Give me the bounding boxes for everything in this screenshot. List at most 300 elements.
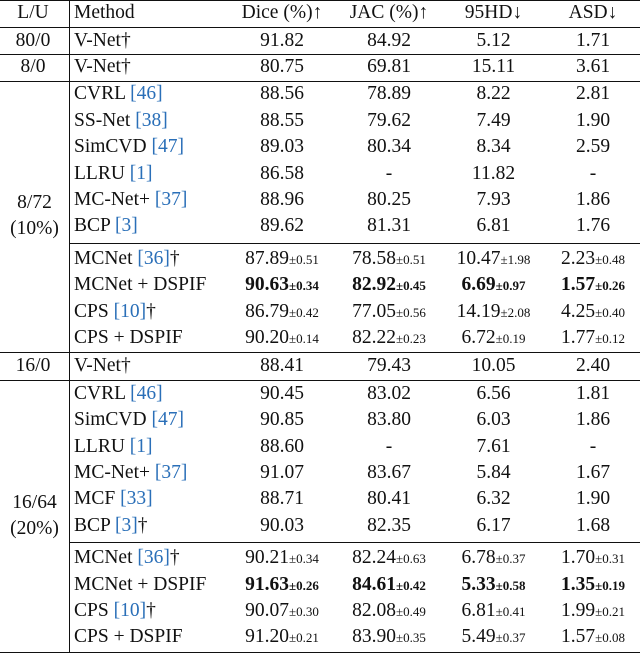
jac-cell [337, 28, 441, 54]
method-name: MC-Net+ [74, 188, 155, 210]
jac-value: 82.92 [352, 274, 396, 296]
jac-cell [337, 134, 441, 160]
dice-cell [228, 187, 336, 213]
asd-std: ±0.21 [595, 603, 625, 619]
jac-cell [337, 460, 441, 486]
citation-ref: [47] [151, 409, 184, 431]
rule [0, 352, 640, 353]
dice-std: ±0.42 [288, 304, 319, 320]
jac-value: 83.67 [367, 461, 411, 483]
dice-cell [228, 108, 336, 134]
hd-cell [442, 434, 545, 460]
table-row [0, 572, 640, 598]
reimplemented-mark: † [120, 55, 131, 77]
dice-value: 90.07 [245, 599, 289, 621]
dice-value: 91.07 [260, 461, 304, 483]
dice-value: 88.41 [260, 355, 304, 377]
asd-std: ±0.48 [595, 251, 625, 267]
hd-value: 5.84 [476, 461, 511, 483]
dice-value: 90.21 [245, 547, 289, 569]
table-row [0, 325, 640, 351]
asd-cell [546, 81, 640, 107]
reimplemented-mark: † [169, 247, 180, 269]
method-cell [74, 407, 184, 433]
table-row [0, 407, 640, 433]
citation-ref: [10] [113, 300, 147, 322]
method-name: V-Net [74, 29, 121, 51]
hd-cell [442, 572, 545, 598]
method-cell [74, 81, 163, 107]
dice-cell [228, 353, 336, 379]
method-name: SimCVD [74, 409, 152, 431]
hd-cell [442, 353, 545, 379]
lu-cell: 16/0 [15, 355, 51, 377]
jac-std: ±0.63 [395, 551, 426, 567]
asd-value: 1.57 [560, 626, 596, 648]
method-cell [74, 353, 131, 379]
asd-cell [546, 246, 640, 272]
jac-cell [337, 246, 441, 272]
jac-cell [337, 272, 441, 298]
asd-value: 1.86 [575, 409, 611, 431]
citation-ref: [1] [129, 435, 153, 457]
dice-value: 91.63 [245, 573, 289, 595]
dice-cell [228, 572, 336, 598]
hd-cell [442, 460, 545, 486]
asd-value: 1.71 [575, 29, 611, 51]
method-cell [74, 545, 180, 571]
method-name: CPS + DSPIF [74, 626, 183, 648]
method-name: SimCVD [74, 136, 152, 158]
table-row [0, 54, 640, 80]
group-split: 8/72 [17, 192, 52, 214]
dice-value: 91.20 [245, 626, 289, 648]
dice-value: 90.45 [260, 382, 304, 404]
jac-cell [337, 161, 441, 187]
asd-cell [546, 54, 640, 80]
hd-std: ±0.37 [495, 551, 526, 567]
asd-value: 1.86 [575, 188, 611, 210]
dice-std: ±0.51 [288, 251, 319, 267]
asd-cell [546, 572, 640, 598]
method-cell [74, 434, 153, 460]
asd-cell [546, 407, 640, 433]
hd-value: 6.32 [476, 488, 511, 510]
dice-std: ±0.26 [288, 577, 319, 593]
jac-value: 83.80 [367, 409, 411, 431]
method-name: V-Net [74, 355, 121, 377]
asd-cell [546, 381, 640, 407]
table-row [0, 434, 640, 460]
method-cell [74, 134, 184, 160]
table-row [0, 81, 640, 107]
citation-ref: [3] [115, 215, 138, 237]
jac-value: 80.34 [367, 136, 411, 158]
hd-cell [442, 381, 545, 407]
method-cell [74, 54, 131, 80]
table-row [0, 28, 640, 54]
hd-value: 7.49 [476, 109, 511, 131]
jac-cell [337, 81, 441, 107]
method-cell [74, 486, 153, 512]
citation-ref: [38] [135, 109, 168, 131]
asd-value: 2.40 [575, 355, 611, 377]
jac-value: 84.61 [352, 573, 396, 595]
group-ratio: (10%) [10, 218, 59, 240]
dice-value: 89.03 [260, 136, 304, 158]
method-name: LLRU [74, 435, 130, 457]
method-name: CVRL [74, 382, 131, 404]
asd-std: ±0.31 [595, 551, 625, 567]
hd-value: 6.81 [461, 599, 496, 621]
jac-value: - [385, 162, 393, 184]
table-row [0, 246, 640, 272]
jac-value: 79.43 [367, 355, 411, 377]
citation-ref: [46] [130, 382, 163, 404]
reimplemented-mark: † [120, 29, 131, 51]
table-row [0, 299, 640, 325]
table-row [0, 486, 640, 512]
rule-top [0, 0, 640, 1]
hd-value: 7.93 [476, 188, 511, 210]
dice-cell [228, 134, 336, 160]
table-row [0, 381, 640, 407]
method-name: LLRU [74, 162, 130, 184]
dice-std: ±0.34 [288, 551, 319, 567]
hd-value: 8.22 [476, 83, 511, 105]
hd-cell [442, 134, 545, 160]
dice-cell [228, 624, 336, 650]
hd-cell [442, 81, 545, 107]
asd-cell [546, 272, 640, 298]
method-cell [74, 187, 187, 213]
group-label [0, 190, 69, 242]
dice-std: ±0.14 [288, 330, 319, 346]
reimplemented-mark: † [146, 300, 156, 322]
dice-value: 90.20 [245, 326, 289, 348]
dice-value: 88.96 [260, 188, 304, 210]
asd-value: 1.68 [575, 514, 611, 536]
jac-cell [337, 299, 441, 325]
dice-value: 87.89 [245, 247, 289, 269]
hd-value: 5.33 [461, 573, 496, 595]
hd-value: 6.03 [476, 409, 511, 431]
hd-value: 6.69 [461, 274, 496, 296]
hd-cell [442, 325, 545, 351]
hd-value: 8.34 [476, 136, 511, 158]
dice-cell [228, 486, 336, 512]
asd-cell [546, 28, 640, 54]
reimplemented-mark: † [120, 355, 131, 377]
dice-value: 90.03 [260, 514, 304, 536]
asd-value: 2.81 [575, 83, 611, 105]
citation-ref: [36] [137, 547, 170, 569]
dice-cell [228, 54, 336, 80]
table-row [0, 624, 640, 650]
method-name: CPS + DSPIF [74, 326, 183, 348]
hd-value: 10.47 [456, 247, 501, 269]
jac-value: 78.58 [352, 247, 396, 269]
asd-value: - [589, 435, 597, 457]
hd-cell [442, 272, 545, 298]
rule [0, 81, 640, 82]
asd-std: ±0.08 [595, 630, 625, 646]
dice-cell [228, 513, 336, 539]
jac-value: 83.90 [352, 626, 396, 648]
hd-cell [442, 54, 545, 80]
table-row [0, 353, 640, 379]
table-row [0, 213, 640, 239]
citation-ref: [47] [151, 136, 184, 158]
hd-std: ±2.08 [500, 304, 531, 320]
asd-cell [546, 299, 640, 325]
hd-cell [442, 513, 545, 539]
jac-std: ±0.45 [395, 278, 426, 294]
lu-cell: 80/0 [15, 29, 51, 51]
jac-value: 80.25 [367, 188, 411, 210]
method-name: BCP [74, 514, 116, 536]
hd-value: 6.17 [476, 514, 511, 536]
hd-value: 7.61 [476, 435, 511, 457]
dice-cell [228, 598, 336, 624]
jac-value: 78.89 [367, 83, 411, 105]
dice-std: ±0.21 [288, 630, 319, 646]
rule-partial [70, 542, 640, 543]
dice-std: ±0.30 [288, 603, 319, 619]
dice-cell [228, 460, 336, 486]
table-row [0, 187, 640, 213]
header-lu: L/U [17, 2, 49, 23]
dice-value: 90.85 [260, 409, 304, 431]
asd-value: 3.61 [575, 55, 611, 77]
asd-cell [546, 161, 640, 187]
hd-std: ±0.97 [495, 278, 526, 294]
header-jac: JAC (%)↑ [349, 2, 429, 23]
method-cell [74, 598, 156, 624]
dice-cell [228, 213, 336, 239]
jac-cell [337, 598, 441, 624]
asd-std: ±0.12 [595, 330, 625, 346]
lu-cell: 8/0 [20, 55, 46, 77]
method-cell [74, 161, 153, 187]
asd-value: 1.35 [560, 573, 596, 595]
jac-std: ±0.51 [395, 251, 426, 267]
hd-value: 15.11 [471, 55, 516, 77]
jac-cell [337, 54, 441, 80]
hd-cell [442, 624, 545, 650]
jac-std: ±0.56 [395, 304, 426, 320]
citation-ref: [1] [129, 162, 153, 184]
dice-value: 88.60 [260, 435, 304, 457]
hd-std: ±0.58 [495, 577, 526, 593]
jac-cell [337, 513, 441, 539]
method-cell [74, 246, 180, 272]
hd-cell [442, 407, 545, 433]
citation-ref: [33] [120, 488, 153, 510]
citation-ref: [36] [137, 247, 170, 269]
group-ratio: (20%) [10, 517, 59, 539]
jac-std: ±0.35 [395, 630, 426, 646]
asd-cell [546, 624, 640, 650]
asd-value: 1.90 [575, 109, 611, 131]
hd-cell [442, 598, 545, 624]
asd-value: 2.23 [560, 247, 596, 269]
hd-value: 10.05 [471, 355, 516, 377]
hd-std: ±0.19 [495, 330, 526, 346]
method-name: CPS [74, 599, 114, 621]
asd-value: 1.81 [575, 382, 611, 404]
method-name: V-Net [74, 55, 121, 77]
hd-value: 6.56 [476, 382, 511, 404]
dice-value: 88.56 [260, 83, 304, 105]
hd-cell [442, 161, 545, 187]
asd-value: 1.70 [560, 547, 596, 569]
hd-value: 6.72 [461, 326, 496, 348]
dice-cell [228, 161, 336, 187]
jac-std: ±0.49 [395, 603, 426, 619]
asd-cell [546, 598, 640, 624]
jac-cell [337, 407, 441, 433]
asd-std: ±0.26 [595, 278, 625, 294]
rule-partial [70, 243, 640, 244]
asd-cell [546, 486, 640, 512]
hd-cell [442, 246, 545, 272]
dice-value: 91.82 [260, 29, 304, 51]
table-row [0, 513, 640, 539]
dice-std: ±0.34 [288, 278, 319, 294]
asd-cell [546, 325, 640, 351]
table-row [0, 598, 640, 624]
jac-value: 80.41 [367, 488, 411, 510]
dice-cell [228, 246, 336, 272]
jac-cell [337, 545, 441, 571]
header-asd: ASD↓ [568, 2, 618, 23]
method-name: MC-Net+ [74, 461, 155, 483]
reimplemented-mark: † [146, 599, 156, 621]
asd-value: 1.76 [575, 215, 611, 237]
method-name: MCNet [74, 247, 138, 269]
jac-cell [337, 325, 441, 351]
asd-value: 1.90 [575, 488, 611, 510]
jac-cell [337, 213, 441, 239]
reimplemented-mark: † [169, 547, 180, 569]
dice-value: 89.62 [260, 215, 304, 237]
method-name: BCP [74, 215, 116, 237]
hd-cell [442, 28, 545, 54]
jac-value: 82.08 [352, 599, 396, 621]
jac-value: 83.02 [367, 382, 411, 404]
table-row [0, 161, 640, 187]
jac-cell [337, 353, 441, 379]
method-name: CPS [74, 300, 114, 322]
method-cell [74, 272, 206, 298]
asd-cell [546, 513, 640, 539]
jac-cell [337, 434, 441, 460]
jac-std: ±0.42 [395, 577, 426, 593]
method-name: MCNet + DSPIF [74, 573, 207, 595]
header-method: Method [74, 2, 135, 23]
jac-value: 82.22 [352, 326, 396, 348]
dice-value: 88.71 [260, 488, 304, 510]
jac-cell [337, 187, 441, 213]
hd-cell [442, 545, 545, 571]
method-name: CVRL [74, 83, 131, 105]
method-name: MCF [74, 488, 121, 510]
asd-cell [546, 434, 640, 460]
asd-cell [546, 460, 640, 486]
dice-cell [228, 407, 336, 433]
method-cell [74, 381, 163, 407]
citation-ref: [46] [130, 83, 163, 105]
dice-value: 80.75 [260, 55, 304, 77]
method-cell [74, 28, 131, 54]
table-row [0, 108, 640, 134]
hd-value: 14.19 [456, 300, 501, 322]
jac-value: 69.81 [367, 55, 411, 77]
dice-cell [228, 381, 336, 407]
dice-value: 86.79 [245, 300, 289, 322]
jac-value: 79.62 [367, 109, 411, 131]
rule [0, 54, 640, 55]
jac-cell [337, 572, 441, 598]
hd-value: 5.12 [476, 29, 511, 51]
hd-std: ±1.98 [500, 251, 531, 267]
citation-ref: [3] [115, 514, 138, 536]
method-cell [74, 513, 148, 539]
asd-value: 1.77 [560, 326, 596, 348]
hd-cell [442, 108, 545, 134]
method-cell [74, 213, 138, 239]
jac-value: 82.35 [367, 514, 411, 536]
hd-value: 6.78 [461, 547, 496, 569]
dice-value: 88.55 [260, 109, 304, 131]
rule-header [0, 27, 640, 28]
column-divider [69, 0, 70, 652]
hd-std: ±0.41 [495, 603, 526, 619]
table-row [0, 545, 640, 571]
jac-value: - [385, 435, 393, 457]
asd-cell [546, 134, 640, 160]
hd-cell [442, 187, 545, 213]
jac-value: 82.24 [352, 547, 396, 569]
asd-value: 1.57 [560, 274, 596, 296]
jac-std: ±0.23 [395, 330, 426, 346]
header-95hd: 95HD↓ [464, 2, 523, 23]
table-row [0, 272, 640, 298]
jac-value: 84.92 [367, 29, 411, 51]
hd-value: 5.49 [461, 626, 496, 648]
asd-value: 1.67 [575, 461, 611, 483]
method-cell [74, 572, 206, 598]
method-name: MCNet [74, 547, 138, 569]
asd-value: - [589, 162, 597, 184]
asd-cell [546, 213, 640, 239]
jac-cell [337, 381, 441, 407]
hd-value: 6.81 [476, 215, 511, 237]
citation-ref: [10] [113, 599, 147, 621]
jac-cell [337, 108, 441, 134]
header-dice: Dice (%)↑ [241, 2, 323, 23]
method-cell [74, 460, 187, 486]
hd-cell [442, 213, 545, 239]
jac-value: 77.05 [352, 300, 396, 322]
method-name: MCNet + DSPIF [74, 274, 207, 296]
hd-std: ±0.37 [495, 630, 526, 646]
hd-value: 11.82 [471, 162, 516, 184]
jac-cell [337, 486, 441, 512]
asd-value: 1.99 [560, 599, 596, 621]
asd-value: 2.59 [575, 136, 611, 158]
